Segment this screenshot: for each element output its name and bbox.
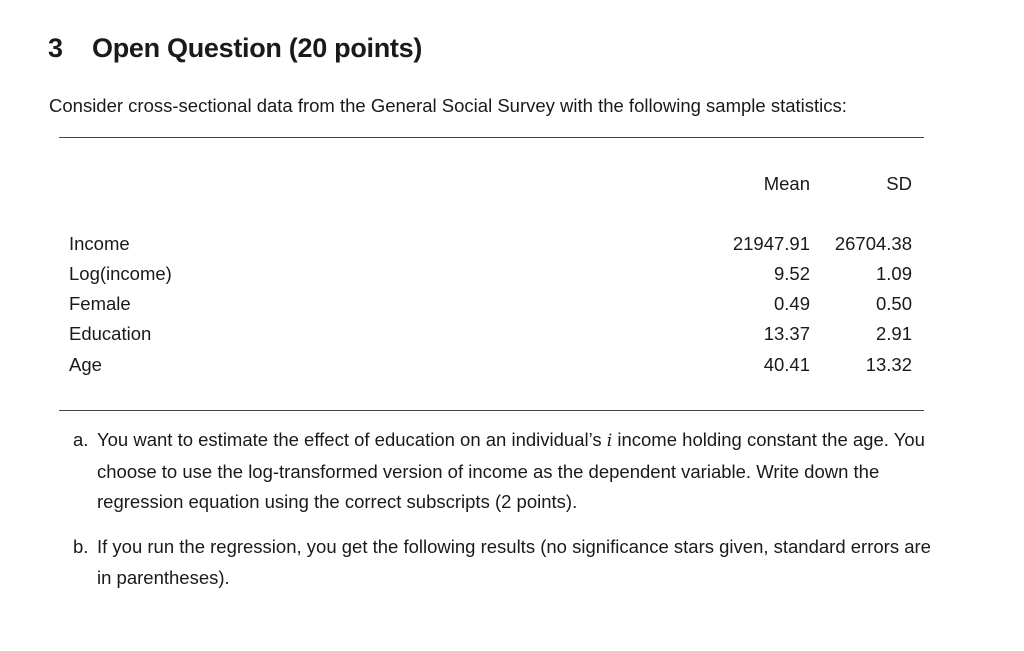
section-number: 3 bbox=[48, 33, 63, 63]
table-row bbox=[0, 262, 1024, 292]
row-mean: 21947.91 bbox=[732, 233, 810, 254]
row-sd: 2.91 bbox=[875, 323, 912, 344]
question-text bbox=[97, 425, 943, 518]
row-mean: 40.41 bbox=[763, 354, 810, 375]
question-text-part: You want to estimate the effect of education on an individual’s bbox=[97, 429, 607, 450]
row-mean: 9.52 bbox=[773, 263, 810, 284]
column-header-sd: SD bbox=[886, 173, 912, 194]
section-title: Open Question (20 points) bbox=[92, 33, 423, 63]
question-text-part: income holding constant the age. You choose to use the log-transformed version of income as the dependent variable. Write down the regression equation using the correct subscripts (2 points). bbox=[97, 429, 925, 512]
row-label: Education bbox=[69, 323, 152, 344]
table-top-rule bbox=[59, 137, 924, 138]
row-mean: 13.37 bbox=[763, 323, 810, 344]
question-text: If you run the regression, you get the following results (no significance stars given, standard errors are in parentheses). bbox=[97, 536, 931, 588]
table-row bbox=[0, 322, 1024, 352]
row-mean: 0.49 bbox=[773, 293, 810, 314]
question-marker: a. bbox=[73, 429, 89, 450]
table-row bbox=[0, 353, 1024, 383]
intro-paragraph: Consider cross-sectional data from the General Social Survey with the following sample statistics: bbox=[49, 95, 847, 116]
column-header-mean: Mean bbox=[763, 173, 810, 194]
question-marker: b. bbox=[73, 536, 89, 557]
row-label: Female bbox=[69, 293, 131, 314]
row-label: Income bbox=[69, 233, 130, 254]
table-row bbox=[0, 292, 1024, 322]
question-a bbox=[73, 425, 943, 518]
table-bottom-rule bbox=[59, 410, 924, 411]
row-sd: 0.50 bbox=[875, 293, 912, 314]
row-label: Log(income) bbox=[69, 263, 172, 284]
row-sd: 26704.38 bbox=[834, 233, 912, 254]
row-sd: 1.09 bbox=[875, 263, 912, 284]
subscript-i-math: i bbox=[606, 431, 613, 451]
question-b bbox=[73, 532, 943, 593]
row-sd: 13.32 bbox=[865, 354, 912, 375]
table-row bbox=[0, 232, 1024, 262]
row-label: Age bbox=[69, 354, 102, 375]
section-heading bbox=[48, 30, 422, 66]
